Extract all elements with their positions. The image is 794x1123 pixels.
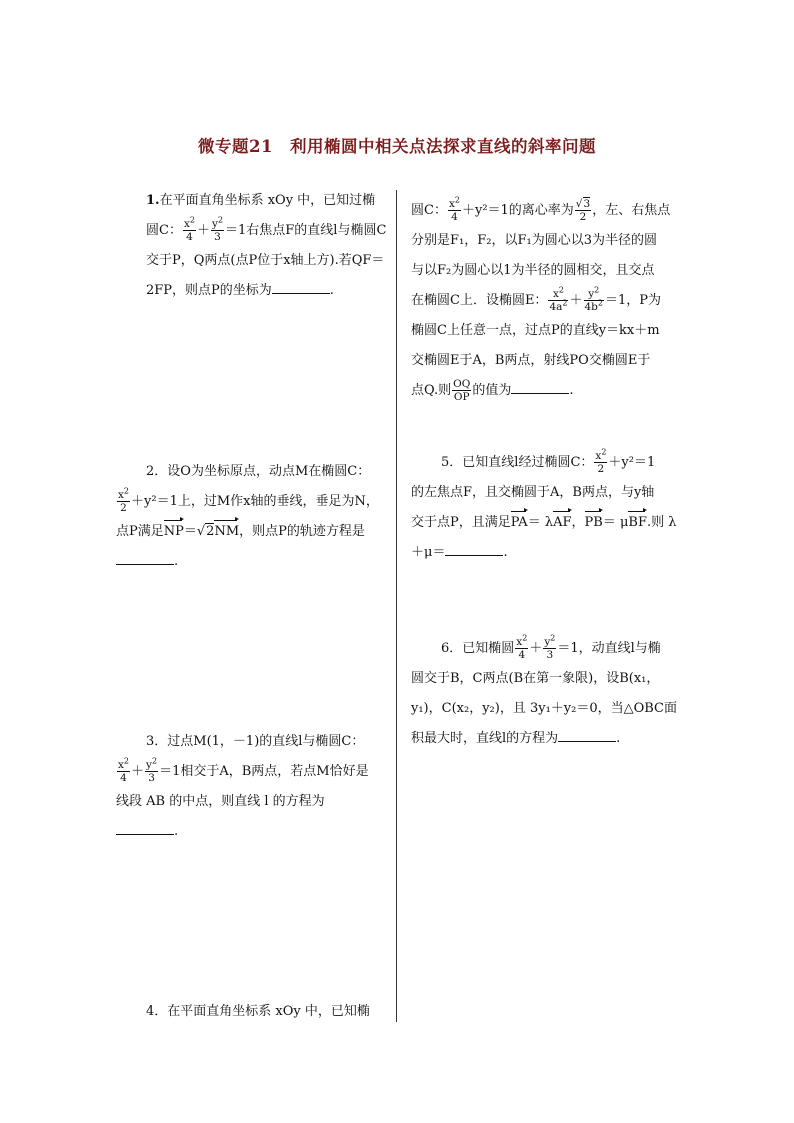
problem-6: 6．已知椭圆 $\frac{x^2}{4}$ ＋ $\frac{y^2}{3}$ ＝1，动直线l与椭 圆交于B，C两点(B在第一象限)，设B(x₁， y₁)，C(x₂，y₂)，且 3y₁＋y₂＝0，当△OBC面 积最大时，直线l的方程为 . [411,633,677,746]
fraction-x2-over-4a2: $\frac{x^2}{4a^2}$ [549,285,568,313]
problem-number: 2． [146,464,168,479]
problem-5: 5．已知直线l经过椭圆C： $\frac{x^2}{2}$ ＋y²＝1 的左焦点F，且交椭圆于A，B两点，与y轴 交于点P，且满足PA＝ λAF，PB＝ μBF.则 λ ＋μ＝ . [411,447,677,560]
problem-number: 5． [441,455,463,470]
problem-number: 1. [146,193,160,208]
answer-blank[interactable] [511,381,569,394]
fraction-OQ-over-OP: $\frac{OQ}{OP}$ [453,378,471,403]
problem-4: 4．在平面直角坐标系 xOy 中，已知椭 [146,1004,370,1019]
fraction-sqrt3-over-2: $\frac{√3}{2}$ [575,198,591,223]
problem-number: 6． [441,641,463,656]
problem-3: 3．过点M(1，－1)的直线l与椭圆C： $\frac{x^2}{4}$ ＋ $\frac{y^2}{3}$ ＝1相交于A，B两点，若点M恰好是 线段 AB 的中点，则直线 l 的方程为 . [116,734,369,839]
fraction-x2-over-4: $\frac{x^2}{4}$ [448,195,460,223]
fraction-x2-over-2: $\frac{x^2}{2}$ [595,447,607,475]
answer-blank[interactable] [116,552,174,565]
vector-PA: PA [511,508,528,538]
vector-NP: NP [164,517,184,547]
problem-2: 2．设O为坐标原点，动点M在椭圆C： $\frac{x^2}{2}$ ＋y²＝1上，过M作x轴的垂线，垂足为N， 点P满足NP＝√2NM，则点P的轨迹方程是 . [116,464,379,569]
fraction-y2-over-4b2: $\frac{y^2}{4b^2}$ [584,285,603,313]
fraction-x2-over-2: $\frac{x^2}{2}$ [118,486,130,514]
problem-1: 1.在平面直角坐标系 xOy 中，已知过椭 圆C： $\frac{x^2}{4}$ ＋ $\frac{y^2}{3}$ ＝1右焦点F的直线l与椭圆C 交于P，Q两点(点P位于x轴上方).若QF＝ 2FP，则点P的坐标为 . [146,193,387,298]
vector-BF: BF [628,508,647,538]
vector-NM: NM [214,517,239,547]
fraction-x2-over-4: $\frac{x^2}{4}$ [516,633,528,661]
problem-4-continued: 圆C： $\frac{x^2}{4}$ ＋y²＝1的离心率为 $\frac{√3}{2}$ ，左、右焦点 分别是F₁，F₂，以F₁为圆心以3为半径的圆 与以F₂为圆心以1为半径的圆相交，且交点 在椭圆C上．设椭圆E： $\frac{x^2}{4a^2}$ ＋ $\frac{y^2}{4b^2}$ ＝1，P为 椭圆C上任意一点，过点P的直线y＝kx＋m 交椭圆E于A，B两点，射线PO交椭圆E于 点Q.则 $\frac{OQ}{OP}$ 的值为 . [411,195,671,403]
answer-blank[interactable] [445,543,503,556]
problem-number: 4． [146,1004,168,1019]
fraction-x2-over-4: $\frac{x^2}{4}$ [118,756,130,784]
fraction-y2-over-3: $\frac{y^2}{3}$ [211,215,224,243]
vector-PB: PB [585,508,603,538]
column-divider [396,190,397,1022]
problem-number: 3． [146,734,168,749]
page-title: 微专题21 利用椭圆中相关点法探求直线的斜率问题 [198,137,596,156]
fraction-x2-over-4: $\frac{x^2}{4}$ [183,215,195,243]
fraction-y2-over-3: $\frac{y^2}{3}$ [544,633,556,661]
answer-blank[interactable] [272,281,330,294]
answer-blank[interactable] [116,822,174,835]
vector-AF: AF [553,508,571,538]
fraction-y2-over-3: $\frac{y^2}{3}$ [146,756,158,784]
answer-blank[interactable] [558,729,616,742]
